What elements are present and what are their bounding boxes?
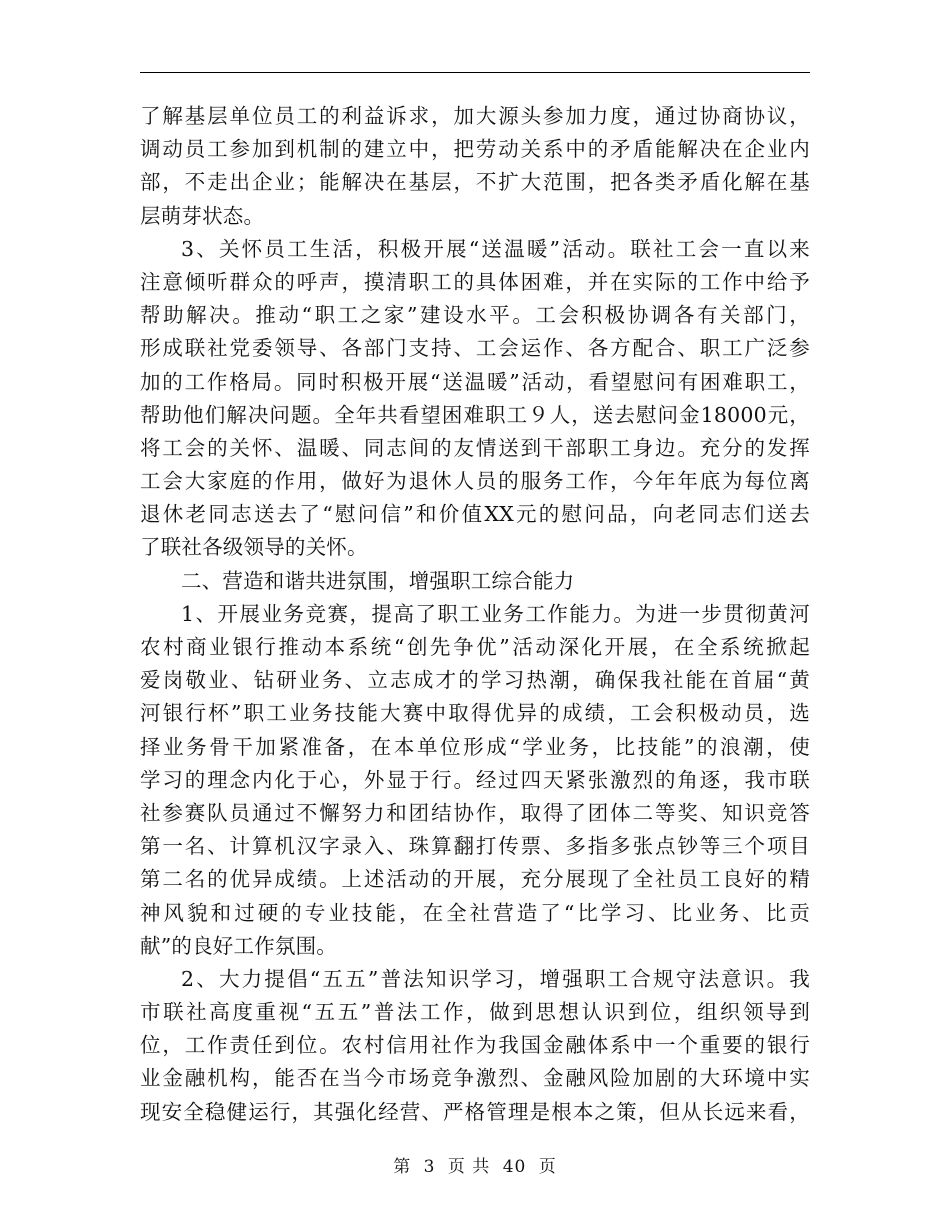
text-line: 工会大家庭的作用，做好为退休人员的服务工作，今年年底为每位离 <box>140 469 810 494</box>
text-line: 帮助他们解决问题。全年共看望困难职工９人，送去慰问金18000元， <box>140 402 810 427</box>
footer-total-pages: 40 <box>502 1157 527 1177</box>
text-line: 1、开展业务竞赛，提高了职工业务工作能力。为进一步贯彻黄河 <box>181 601 810 626</box>
text-line: 将工会的关怀、温暖、同志间的友情送到干部职工身边。充分的发挥 <box>140 435 810 460</box>
text-line: 择业务骨干加紧准备，在本单位形成“学业务，比技能”的浪潮，使 <box>140 734 810 759</box>
text-line: 第二名的优异成绩。上述活动的开展，充分展现了全社员工良好的精 <box>140 867 810 892</box>
text-line: 注意倾听群众的呼声，摸清职工的具体困难，并在实际的工作中给予 <box>140 269 810 294</box>
text-line: 位，工作责任到位。农村信用社作为我国金融体系中一个重要的银行 <box>140 1033 810 1058</box>
text-line: 学习的理念内化于心，外显于行。经过四天紧张激烈的角逐，我市联 <box>140 767 810 792</box>
text-line: 河银行杯”职工业务技能大赛中取得优异的成绩，工会积极动员，选 <box>140 701 810 726</box>
header-rule <box>140 72 810 73</box>
page-footer <box>0 1152 950 1177</box>
text-line: 二、营造和谐共进氛围，增强职工综合能力 <box>181 568 575 593</box>
text-line: 爱岗敬业、钻研业务、立志成才的学习热潮，确保我社能在首届“黄 <box>140 668 810 693</box>
text-line: 调动员工参加到机制的建立中，把劳动关系中的矛盾能解决在企业内 <box>140 137 810 162</box>
text-line: 层萌芽状态。 <box>140 203 265 228</box>
text-line: 退休老同志送去了“慰问信”和价值XX元的慰问品，向老同志们送去 <box>140 502 810 527</box>
footer-middle: 页 共 <box>447 1157 491 1177</box>
text-line: 第一名、计算机汉字录入、珠算翻打传票、多指多张点钞等三个项目 <box>140 834 810 859</box>
text-line: 形成联社党委领导、各部门支持、工会运作、各方配合、职工广泛参 <box>140 336 810 361</box>
body-text <box>140 100 810 1129</box>
text-line: 现安全稳健运行，其强化经营、严格管理是根本之策，但从长远来看， <box>140 1099 810 1124</box>
text-line: 献”的良好工作氛围。 <box>140 933 337 958</box>
text-line: 帮助解决。推动“职工之家”建设水平。工会积极协调各有关部门， <box>140 303 810 328</box>
text-line: 社参赛队员通过不懈努力和团结协作，取得了团体二等奖、知识竞答 <box>140 800 810 825</box>
text-line: 神风貌和过硬的专业技能，在全社营造了“比学习、比业务、比贡 <box>140 900 810 925</box>
text-line: 了联社各级领导的关怀。 <box>140 535 368 560</box>
text-line: 部，不走出企业；能解决在基层，不扩大范围，把各类矛盾化解在基 <box>140 170 810 195</box>
footer-suffix: 页 <box>538 1157 557 1177</box>
text-line: 3、关怀员工生活，积极开展“送温暖”活动。联社工会一直以来 <box>181 236 810 261</box>
footer-page-number: 3 <box>423 1157 436 1177</box>
text-line: 业金融机构，能否在当今市场竞争激烈、金融风险加剧的大环境中实 <box>140 1066 810 1091</box>
text-line: 农村商业银行推动本系统“创先争优”活动深化开展，在全系统掀起 <box>140 635 810 659</box>
text-line: 了解基层单位员工的利益诉求，加大源头参加力度，通过协商协议， <box>140 104 810 128</box>
text-line: 2、大力提倡“五五”普法知识学习，增强职工合规守法意识。我 <box>181 966 810 991</box>
text-line: 加的工作格局。同时积极开展“送温暖”活动，看望慰问有困难职工， <box>140 369 810 394</box>
footer-prefix: 第 <box>393 1157 412 1177</box>
text-line: 市联社高度重视“五五”普法工作，做到思想认识到位，组织领导到 <box>140 1000 810 1025</box>
